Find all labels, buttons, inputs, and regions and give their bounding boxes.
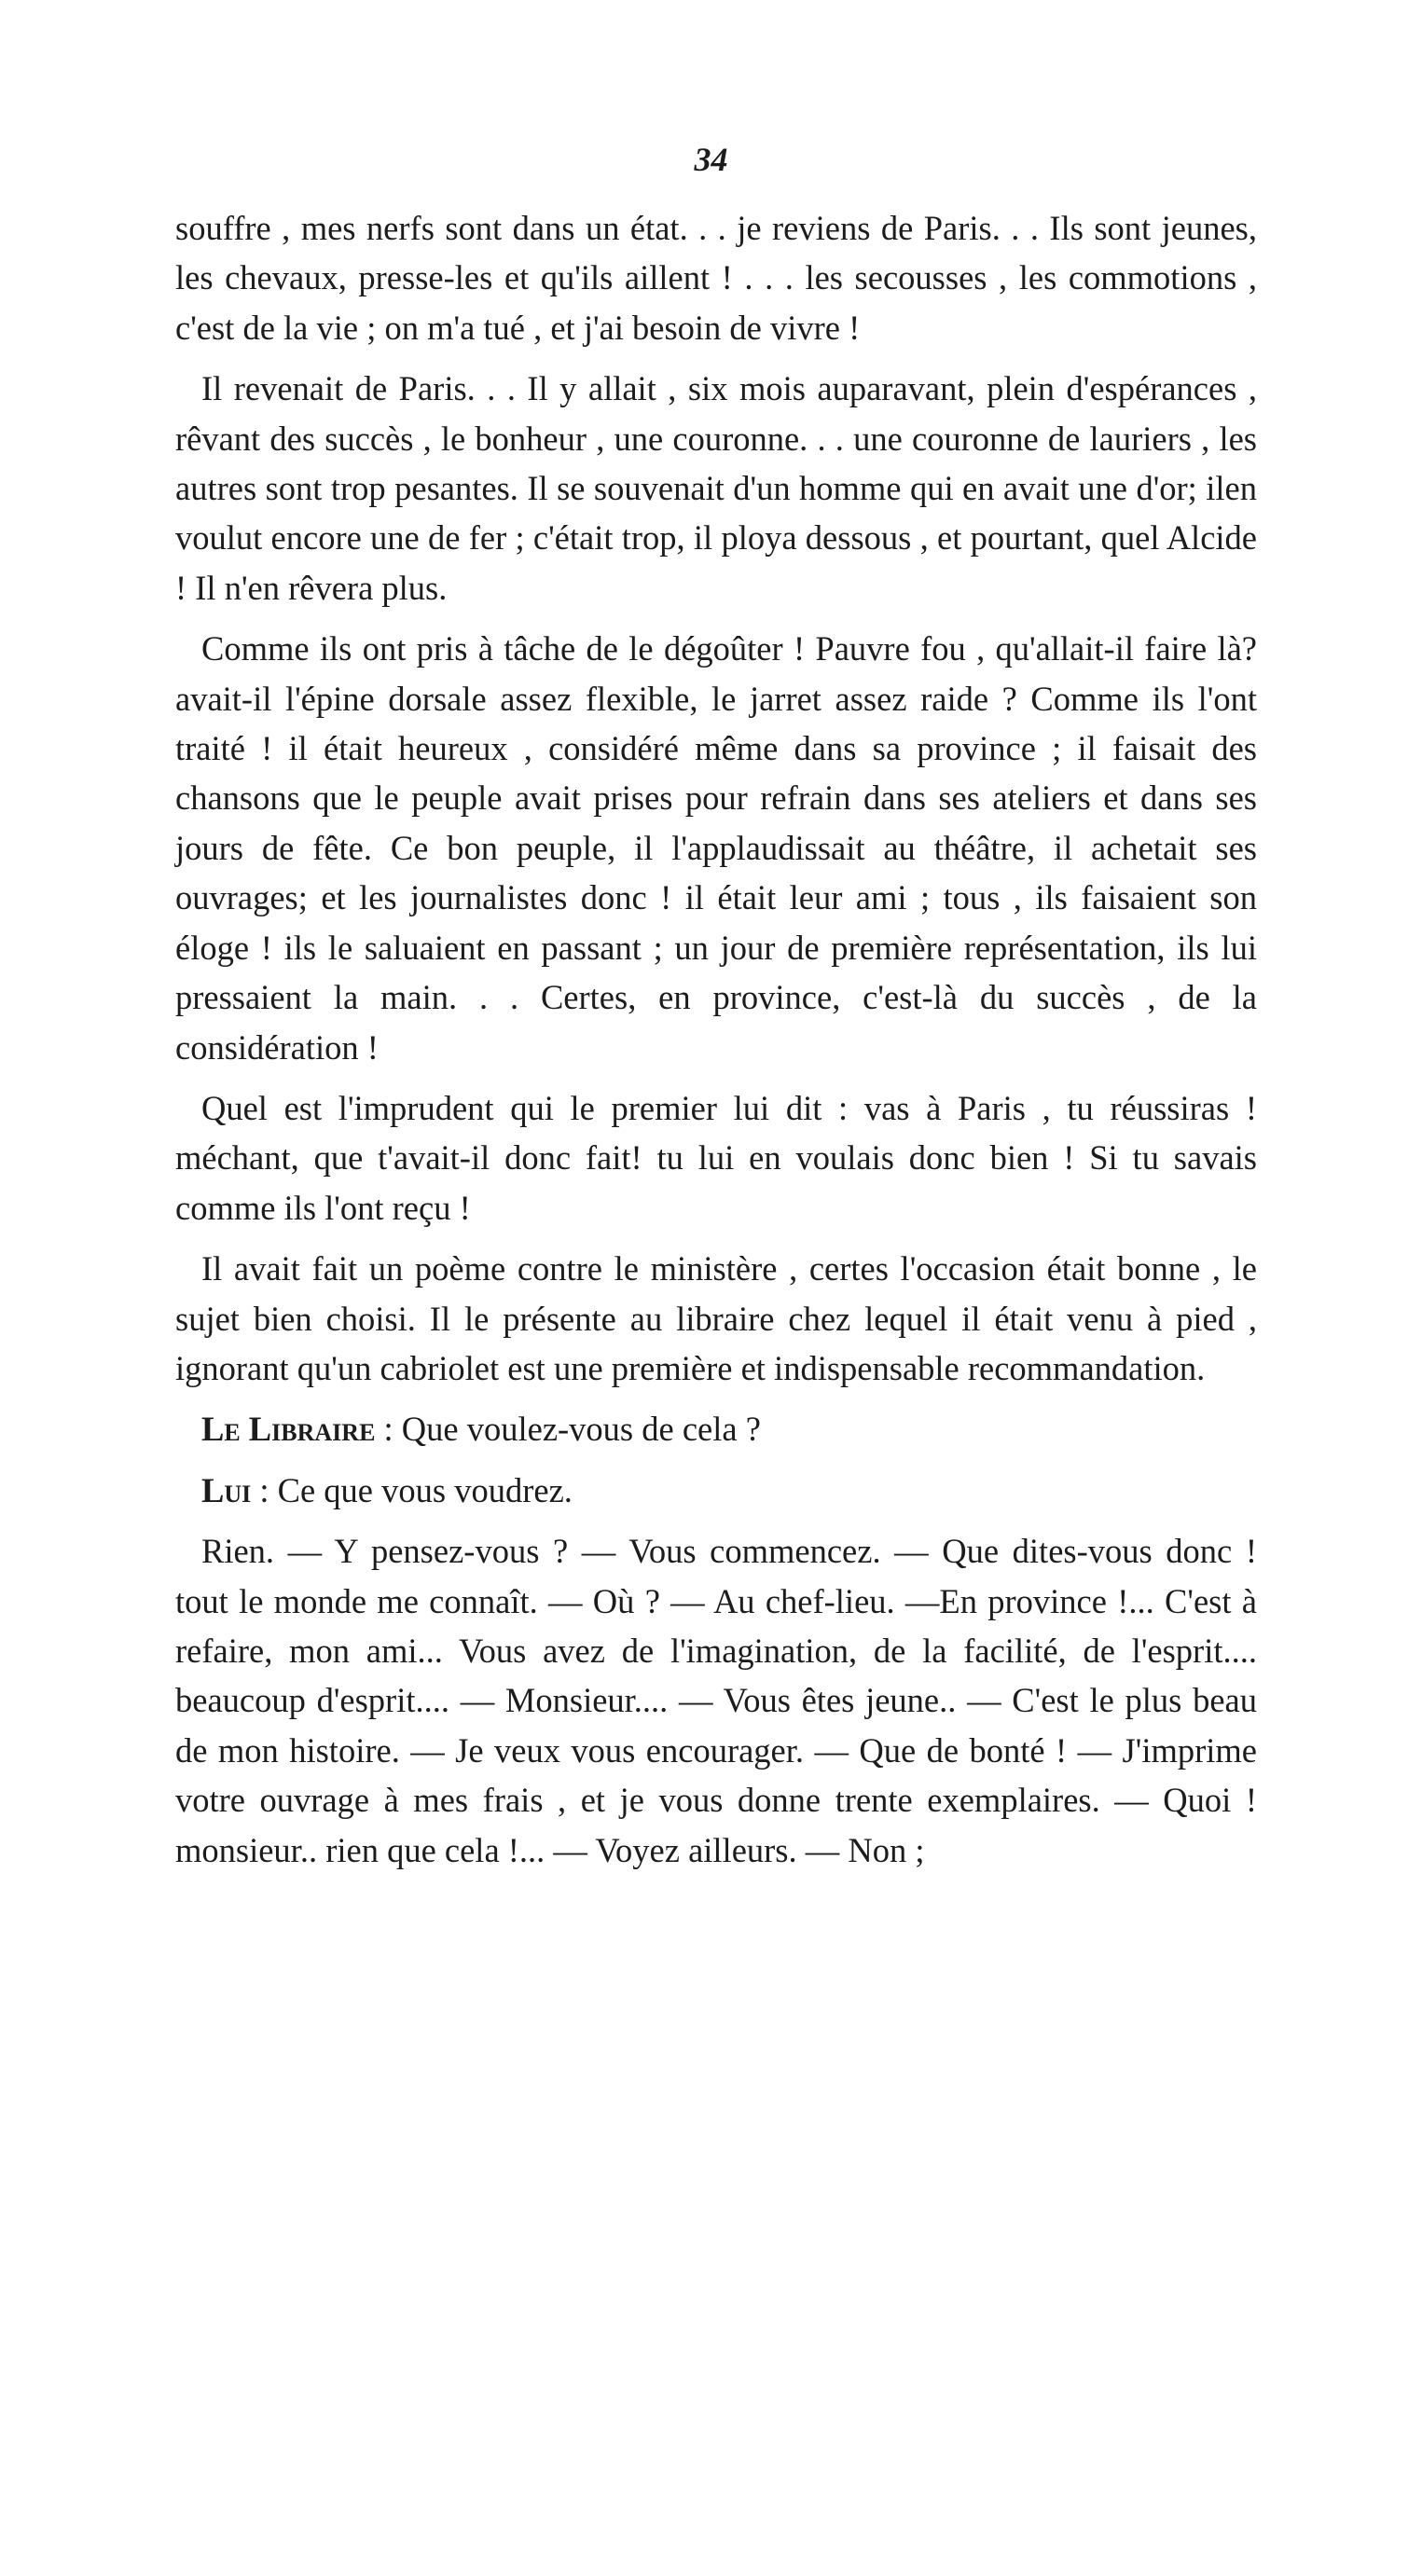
paragraph-5: Il avait fait un poème contre le ministère , certes l'occasion était bonne , le sujet bien choisi. Il le présente au libraire chez lequel il était venu à pied , ignorant qu'un cabriolet est une première et indispensable recommandation. (175, 1249, 1257, 1387)
paragraph-2: Il revenait de Paris. . . Il y allait , six mois auparavant, plein d'espérances , rêvant des succès , le bonheur , une couronne. . . une couronne de lauriers , les autres sont trop pesantes. Il se souvenait d'un homme qui en avait une d'or; ilen voulut encore une de fer ; c'était trop, il ploya dessous , et pourtant, quel Alcide ! Il n'en rêvera plus. (175, 369, 1257, 607)
dialog-line-libraire (175, 1404, 1257, 1453)
paragraph-4: Quel est l'imprudent qui le premier lui dit : vas à Paris , tu réussiras ! méchant, que t'avait-il donc fait! tu lui en voulais donc bien ! Si tu savais comme ils l'ont reçu ! (175, 1088, 1257, 1227)
paragraph-1: souffre , mes nerfs sont dans un état. . . je reviens de Paris. . . Ils sont jeunes, les chevaux, presse-les et qu'ils aillent ! . . . les secousses , les commotions , c'est de la vie ; on m'a tué , et j'ai besoin de vivre ! (175, 209, 1257, 347)
speaker-lui: Lui (201, 1470, 252, 1509)
speaker-libraire: Le Libraire (201, 1410, 376, 1449)
dialog-line-lui (175, 1466, 1257, 1515)
dialog-text-libraire: : Que voulez-vous de cela ? (375, 1410, 761, 1449)
body-text (175, 203, 1257, 1886)
paragraph-3: Comme ils ont pris à tâche de le dégoûter ! Pauvre fou , qu'allait-il faire là? avait-il l'épine dorsale assez flexible, le jarret assez raide ? Comme ils l'ont traité ! il était heureux , considéré même dans sa province ; il faisait des chansons que le peuple avait prises pour refrain dans ses ateliers et dans ses jours de fête. Ce bon peuple, il l'applaudissait au théâtre, il achetait ses ouvrages; et les journalistes donc ! il était leur ami ; tous , ils faisaient son éloge ! ils le saluaient en passant ; un jour de première représentation, ils lui pressaient la main. . . Certes, en province, c'est-là du succès , de la considération ! (175, 629, 1257, 1067)
paragraph-closing: Rien. — Y pensez-vous ? — Vous commencez. — Que dites-vous donc ! tout le monde me connaît. — Où ? — Au chef-lieu. —En province !... C'est à refaire, mon ami... Vous avez de l'imagination, de la facilité, de l'esprit.... beaucoup d'esprit.... — Monsieur.... — Vous êtes jeune.. — C'est le plus beau de mon histoire. — Je veux vous encourager. — Que de bonté ! — J'imprime votre ouvrage à mes frais , et je vous donne trente exemplaires. — Quoi ! monsieur.. rien que cela !... — Voyez ailleurs. — Non ; (175, 1532, 1257, 1869)
page-number: 34 (694, 141, 728, 178)
dialog-text-lui: : Ce que vous voudrez. (251, 1470, 573, 1509)
